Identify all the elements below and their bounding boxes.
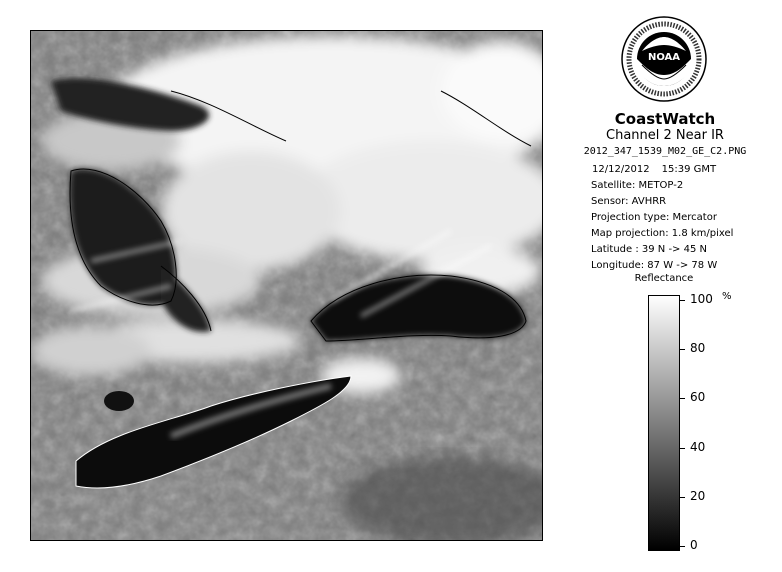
date: 12/12/2012: [592, 164, 650, 175]
latitude: Latitude : 39 N -> 45 N: [591, 244, 707, 255]
datetime-line: [592, 164, 716, 175]
colorbar-tick-mark: [679, 497, 685, 498]
coastwatch-title: CoastWatch: [614, 110, 716, 128]
map-projection: Map projection: 1.8 km/pixel: [591, 228, 734, 239]
colorbar-tick-label: 40: [690, 439, 706, 454]
satellite-map: [30, 30, 543, 541]
colorbar-title: Reflectance: [634, 273, 694, 284]
colorbar-tick-label: 0: [690, 538, 698, 552]
colorbar-tick-mark: [679, 448, 685, 449]
colorbar-tick-label: 60: [690, 390, 706, 405]
colorbar-tick-mark: [679, 546, 685, 547]
sensor: Sensor: AVHRR: [591, 196, 667, 207]
time: 15:39 GMT: [661, 164, 717, 175]
colorbar: [648, 295, 680, 551]
filename: 2012_347_1539_M02_GE_C2.PNG: [583, 146, 747, 157]
noaa-logo: [620, 15, 708, 103]
channel-label: Channel 2 Near IR: [606, 128, 724, 143]
noaa-logo-text: NOAA: [647, 52, 681, 63]
colorbar-tick-label: 100: [690, 292, 713, 306]
projection-type: Projection type: Mercator: [591, 212, 717, 223]
colorbar-tick-label: 80: [690, 341, 706, 356]
map-image: [31, 31, 543, 541]
colorbar-tick-label: 20: [690, 488, 706, 503]
colorbar-tick-mark: [679, 300, 685, 301]
colorbar-tick-mark: [679, 398, 685, 399]
satellite: Satellite: METOP-2: [591, 180, 684, 191]
lake-st-clair: [104, 391, 134, 411]
longitude: Longitude: 87 W -> 78 W: [591, 260, 718, 271]
colorbar-tick-mark: [679, 349, 685, 350]
colorbar-unit: %: [722, 291, 732, 302]
